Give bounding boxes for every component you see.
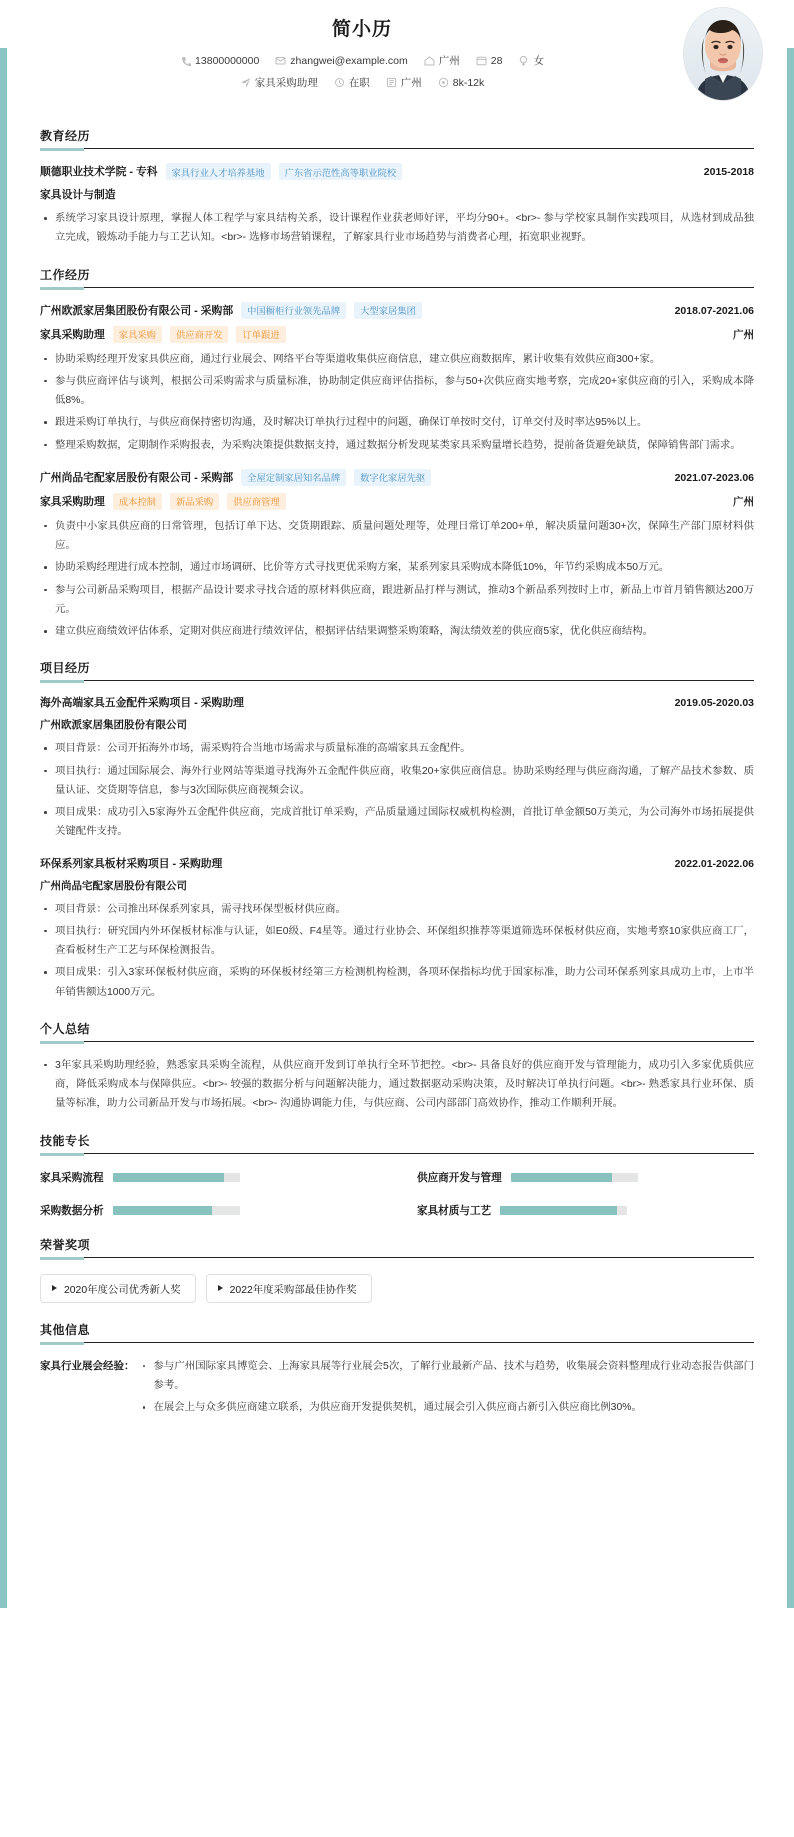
entry-title-left xyxy=(40,469,431,486)
entry-position-row xyxy=(40,326,754,343)
bullet-item: 跟进采购订单执行，与供应商保持密切沟通，及时解决订单执行过程中的问题，确保订单按时交付，订单交付及时率达95%以上。 xyxy=(40,413,754,432)
project-name: 环保系列家具板材采购项目 - 采购助理 xyxy=(40,857,223,870)
meta-text: 8k-12k xyxy=(452,76,485,89)
work-bullet-list xyxy=(40,350,754,455)
section-title: 工作经历 xyxy=(40,267,91,282)
skills-grid xyxy=(40,1168,754,1218)
section-projects xyxy=(0,659,794,1002)
project-company: 广州尚品宅配家居股份有限公司 xyxy=(40,879,187,892)
project-company: 广州欧派家居集团股份有限公司 xyxy=(40,719,187,732)
skill-label: 采购数据分析 xyxy=(40,1204,104,1217)
education-date: 2015-2018 xyxy=(703,166,754,178)
project-bullet-list xyxy=(40,900,754,1002)
skill-progress-bar xyxy=(113,1206,240,1215)
skill-progress-bar xyxy=(511,1173,638,1182)
entry-tag: 新品采购 xyxy=(170,493,219,510)
entry-tag: 数字化家居先驱 xyxy=(354,469,431,486)
calendar-icon xyxy=(476,55,487,66)
entry-tag: 供应商开发 xyxy=(170,326,229,343)
meta-item-1 xyxy=(275,55,407,67)
entry-title-row xyxy=(40,302,754,319)
award-chip[interactable] xyxy=(206,1274,372,1303)
skill-progress-fill xyxy=(500,1206,617,1215)
section-header xyxy=(40,266,754,288)
bullet-item: 项目执行：通过国际展会、海外行业网站等渠道寻找海外五金配件供应商，收集20+家供应商信息。协助采购经理与供应商沟通，了解产品技术参数、质量认证、交货期等信息，参与3次国际供应商视频会议。 xyxy=(40,762,754,801)
meta-text: 家具采购助理 xyxy=(254,77,318,89)
award-label: 2020年度公司优秀新人奖 xyxy=(64,1284,181,1296)
project-date: 2019.05-2020.03 xyxy=(674,697,754,710)
section-title: 荣誉奖项 xyxy=(40,1237,91,1252)
position-title: 家具采购助理 xyxy=(40,495,105,508)
section-education xyxy=(0,127,794,248)
section-title: 技能专长 xyxy=(40,1133,91,1148)
status-icon xyxy=(334,77,345,88)
bullet-item: 项目执行：研究国内外环保板材标准与认证，如E0级、F4星等。通过行业协会、环保组织推荐等渠道筛选环保板材供应商，实地考察10家供应商工厂，查看板材生产工艺与环保检测报告。 xyxy=(40,922,754,961)
section-summary xyxy=(0,1020,794,1114)
meta-text: 女 xyxy=(533,55,544,67)
bullet-item: 系统学习家具设计原理，掌握人体工程学与家具结构关系，设计课程作业获老师好评，平均分90+。<br>- 参与学校家具制作实践项目，从选材到成品独立完成，锻炼动手能力与工艺认知。<br>- 选修市场营销课程，了解家具行业市场趋势与消费者心理，拓宽职业视野。 xyxy=(40,209,754,248)
education-bullet-list xyxy=(40,209,754,248)
section-title: 个人总结 xyxy=(40,1021,91,1036)
avatar xyxy=(684,8,762,100)
entry-title-row xyxy=(40,695,754,710)
contact-meta-row-2 xyxy=(40,75,754,90)
project-entry xyxy=(40,856,754,1002)
entry-tag: 家具行业人才培养基地 xyxy=(166,163,271,180)
skill-label: 家具采购流程 xyxy=(40,1171,104,1184)
phone-icon xyxy=(180,55,191,66)
meta-item-0 xyxy=(180,55,259,67)
skill-progress-bar xyxy=(113,1173,240,1182)
major-name: 家具设计与制造 xyxy=(40,189,116,201)
award-chip[interactable] xyxy=(40,1274,196,1303)
entry-title-left xyxy=(40,856,222,871)
section-header xyxy=(40,1020,754,1042)
bullet-item: 项目成果：成功引入5家海外五金配件供应商，完成首批订单采购，产品质量通过国际权威机构检测，首批订单金额50万美元，为公司海外市场拓展提供关键配件支持。 xyxy=(40,803,754,842)
work-date: 2018.07-2021.06 xyxy=(674,304,754,317)
bullet-item: 负责中小家具供应商的日常管理，包括订单下达、交货期跟踪、质量问题处理等，处理日常订单200+单，解决质量问题30+次，保障生产部门原材料供应。 xyxy=(40,517,754,556)
bullet-item: 项目成果：引入3家环保板材供应商，采购的环保板材经第三方检测机构检测，各项环保指标均优于国家标准，助力公司环保系列家具成功上市，上市半年销售额达1000万元。 xyxy=(40,963,754,1002)
project-entry xyxy=(40,695,754,841)
work-entry xyxy=(40,469,754,642)
section-awards xyxy=(0,1236,794,1303)
skill-item xyxy=(40,1170,377,1185)
gender-icon xyxy=(518,55,529,66)
section-work xyxy=(0,266,794,642)
meta-item-2 xyxy=(386,75,422,90)
bullet-item: 在展会上与众多供应商建立联系，为供应商开发提供契机，通过展会引入供应商占新引入供应商比例30%。 xyxy=(139,1398,755,1417)
entry-tag: 订单跟进 xyxy=(236,326,285,343)
work-entry-list xyxy=(40,302,754,642)
triangle-icon xyxy=(218,1285,223,1291)
meta-item-2 xyxy=(424,53,460,68)
section-title: 项目经历 xyxy=(40,661,91,676)
meta-item-3 xyxy=(438,77,485,89)
entry-position-left xyxy=(40,326,286,343)
skill-progress-fill xyxy=(511,1173,613,1182)
entry-title-row xyxy=(40,856,754,871)
accent-bar-right xyxy=(787,48,794,1608)
section-title: 其他信息 xyxy=(40,1322,91,1337)
skill-item xyxy=(417,1170,754,1185)
entry-tag: 家具采购 xyxy=(113,326,162,343)
skill-label: 家具材质与工艺 xyxy=(417,1204,492,1217)
meta-item-0 xyxy=(240,75,318,90)
entry-title-row xyxy=(40,163,754,180)
section-title: 教育经历 xyxy=(40,129,91,143)
award-label: 2022年度采购部最佳协作奖 xyxy=(229,1284,357,1296)
awards-list xyxy=(40,1272,754,1303)
bullet-item: 协助采购经理进行成本控制，通过市场调研、比价等方式寻找更优采购方案，某系列家具采购成本降低10%，年节约采购成本50万元。 xyxy=(40,558,754,577)
project-entry-list xyxy=(40,695,754,1002)
entry-tag: 全屋定制家居知名品牌 xyxy=(241,469,346,486)
summary-bullet-list xyxy=(40,1056,754,1114)
meta-text: 28 xyxy=(490,54,503,67)
bullet-item: 参与公司新品采购项目，根据产品设计要求寻找合适的原材料供应商，跟进新品打样与测试，推动3个新品系列按时上市，新品上市首月销售额达200万元。 xyxy=(40,581,754,620)
skill-progress-fill xyxy=(113,1206,212,1215)
section-header xyxy=(40,127,754,149)
section-other xyxy=(0,1321,794,1421)
other-info-label: 家具行业展会经验： xyxy=(40,1359,135,1372)
work-location: 广州 xyxy=(733,495,754,508)
company-name: 广州欧派家居集团股份有限公司 - 采购部 xyxy=(40,304,234,317)
skill-item xyxy=(417,1203,754,1218)
bullet-item: 3年家具采购助理经验，熟悉家具采购全流程，从供应商开发到订单执行全环节把控。<br>- 具备良好的供应商开发与管理能力，成功引入多家优质供应商，降低采购成本与保障供应。<br>- 较强的数据分析与问题解决能力，通过数据驱动采购决策，及时解决订单执行问题。<br>- 熟悉家具行业环保、质量等标准，助力公司新品开发与市场拓展。<br>- 沟通协调能力佳，与供应商、公司内部部门高效协作，推动工作顺利开展。 xyxy=(40,1056,754,1114)
bullet-item: 项目背景：公司开拓海外市场，需采购符合当地市场需求与质量标准的高端家具五金配件。 xyxy=(40,739,754,758)
bullet-item: 建立供应商绩效评估体系，定期对供应商进行绩效评估，根据评估结果调整采购策略，淘汰绩效差的供应商5家，优化供应商结构。 xyxy=(40,622,754,641)
contact-meta-row-1 xyxy=(40,53,754,68)
entry-tag: 大型家居集团 xyxy=(354,302,422,319)
entry-position-left xyxy=(40,493,286,510)
bullet-item: 参与广州国际家具博览会、上海家具展等行业展会5次，了解行业最新产品、技术与趋势，收集展会资料整理成行业动态报告供部门参考。 xyxy=(139,1357,755,1396)
triangle-icon xyxy=(52,1285,57,1291)
position-title: 家具采购助理 xyxy=(40,328,105,341)
bullet-item: 参与供应商评估与谈判，根据公司采购需求与质量标准，协助制定供应商评估指标，参与50+次供应商实地考察，完成20+家供应商的引入，采购成本降低8%。 xyxy=(40,372,754,411)
city-icon xyxy=(386,77,397,88)
meta-item-3 xyxy=(476,55,503,67)
resume-header xyxy=(0,0,794,109)
skill-item xyxy=(40,1203,377,1218)
bullet-item: 项目背景：公司推出环保系列家具，需寻找环保型板材供应商。 xyxy=(40,900,754,919)
bullet-item: 整理采购数据，定期制作采购报表，为采购决策提供数据支持，通过数据分析发现某类家具采购量增长趋势，提前备货避免缺货，保障销售部门需求。 xyxy=(40,436,754,455)
section-header xyxy=(40,1236,754,1258)
project-date: 2022.01-2022.06 xyxy=(674,857,754,870)
meta-text: 在职 xyxy=(348,77,370,89)
work-bullet-list xyxy=(40,517,754,642)
entry-tag: 成本控制 xyxy=(113,493,162,510)
entry-title-row xyxy=(40,469,754,486)
school-name: 顺德职业技术学院 - 专科 xyxy=(40,166,158,178)
mail-icon xyxy=(275,55,286,66)
salary-icon xyxy=(438,77,449,88)
skill-label: 供应商开发与管理 xyxy=(417,1171,502,1184)
project-bullet-list xyxy=(40,739,754,841)
project-name: 海外高端家具五金配件采购项目 - 采购助理 xyxy=(40,697,244,710)
section-skills xyxy=(0,1132,794,1218)
meta-text: zhangwei@example.com xyxy=(290,54,408,67)
section-header xyxy=(40,1321,754,1343)
skill-progress-bar xyxy=(500,1206,627,1215)
entry-title-left xyxy=(40,695,244,710)
entry-tag: 供应商管理 xyxy=(227,493,286,510)
education-entry-list xyxy=(40,163,754,248)
entry-tag: 中国橱柜行业领先品牌 xyxy=(241,302,346,319)
accent-bar-left xyxy=(0,48,7,1608)
section-header xyxy=(40,659,754,681)
entry-position-row xyxy=(40,493,754,510)
meta-item-1 xyxy=(334,75,370,90)
company-name: 广州尚品宅配家居股份有限公司 - 采购部 xyxy=(40,471,234,484)
meta-text: 13800000000 xyxy=(195,54,260,67)
bullet-item: 协助采购经理开发家具供应商，通过行业展会、网络平台等渠道收集供应商信息，建立供应商数据库，累计收集有效供应商300+家。 xyxy=(40,350,754,369)
skill-progress-fill xyxy=(113,1173,225,1182)
education-entry xyxy=(40,163,754,248)
work-date: 2021.07-2023.06 xyxy=(674,471,754,484)
other-bullet-list xyxy=(139,1357,755,1418)
candidate-name: 简小历 xyxy=(331,19,392,40)
entry-title-left xyxy=(40,302,422,319)
section-header xyxy=(40,1132,754,1154)
home-icon xyxy=(424,55,435,66)
entry-tag: 广东省示范性高等职业院校 xyxy=(279,163,403,180)
send-icon xyxy=(240,77,251,88)
meta-item-4 xyxy=(518,53,544,68)
other-info-row xyxy=(40,1357,754,1421)
work-location: 广州 xyxy=(733,328,754,341)
meta-text: 广州 xyxy=(400,77,422,89)
work-entry xyxy=(40,302,754,455)
meta-text: 广州 xyxy=(438,55,460,67)
entry-title-left xyxy=(40,163,402,180)
